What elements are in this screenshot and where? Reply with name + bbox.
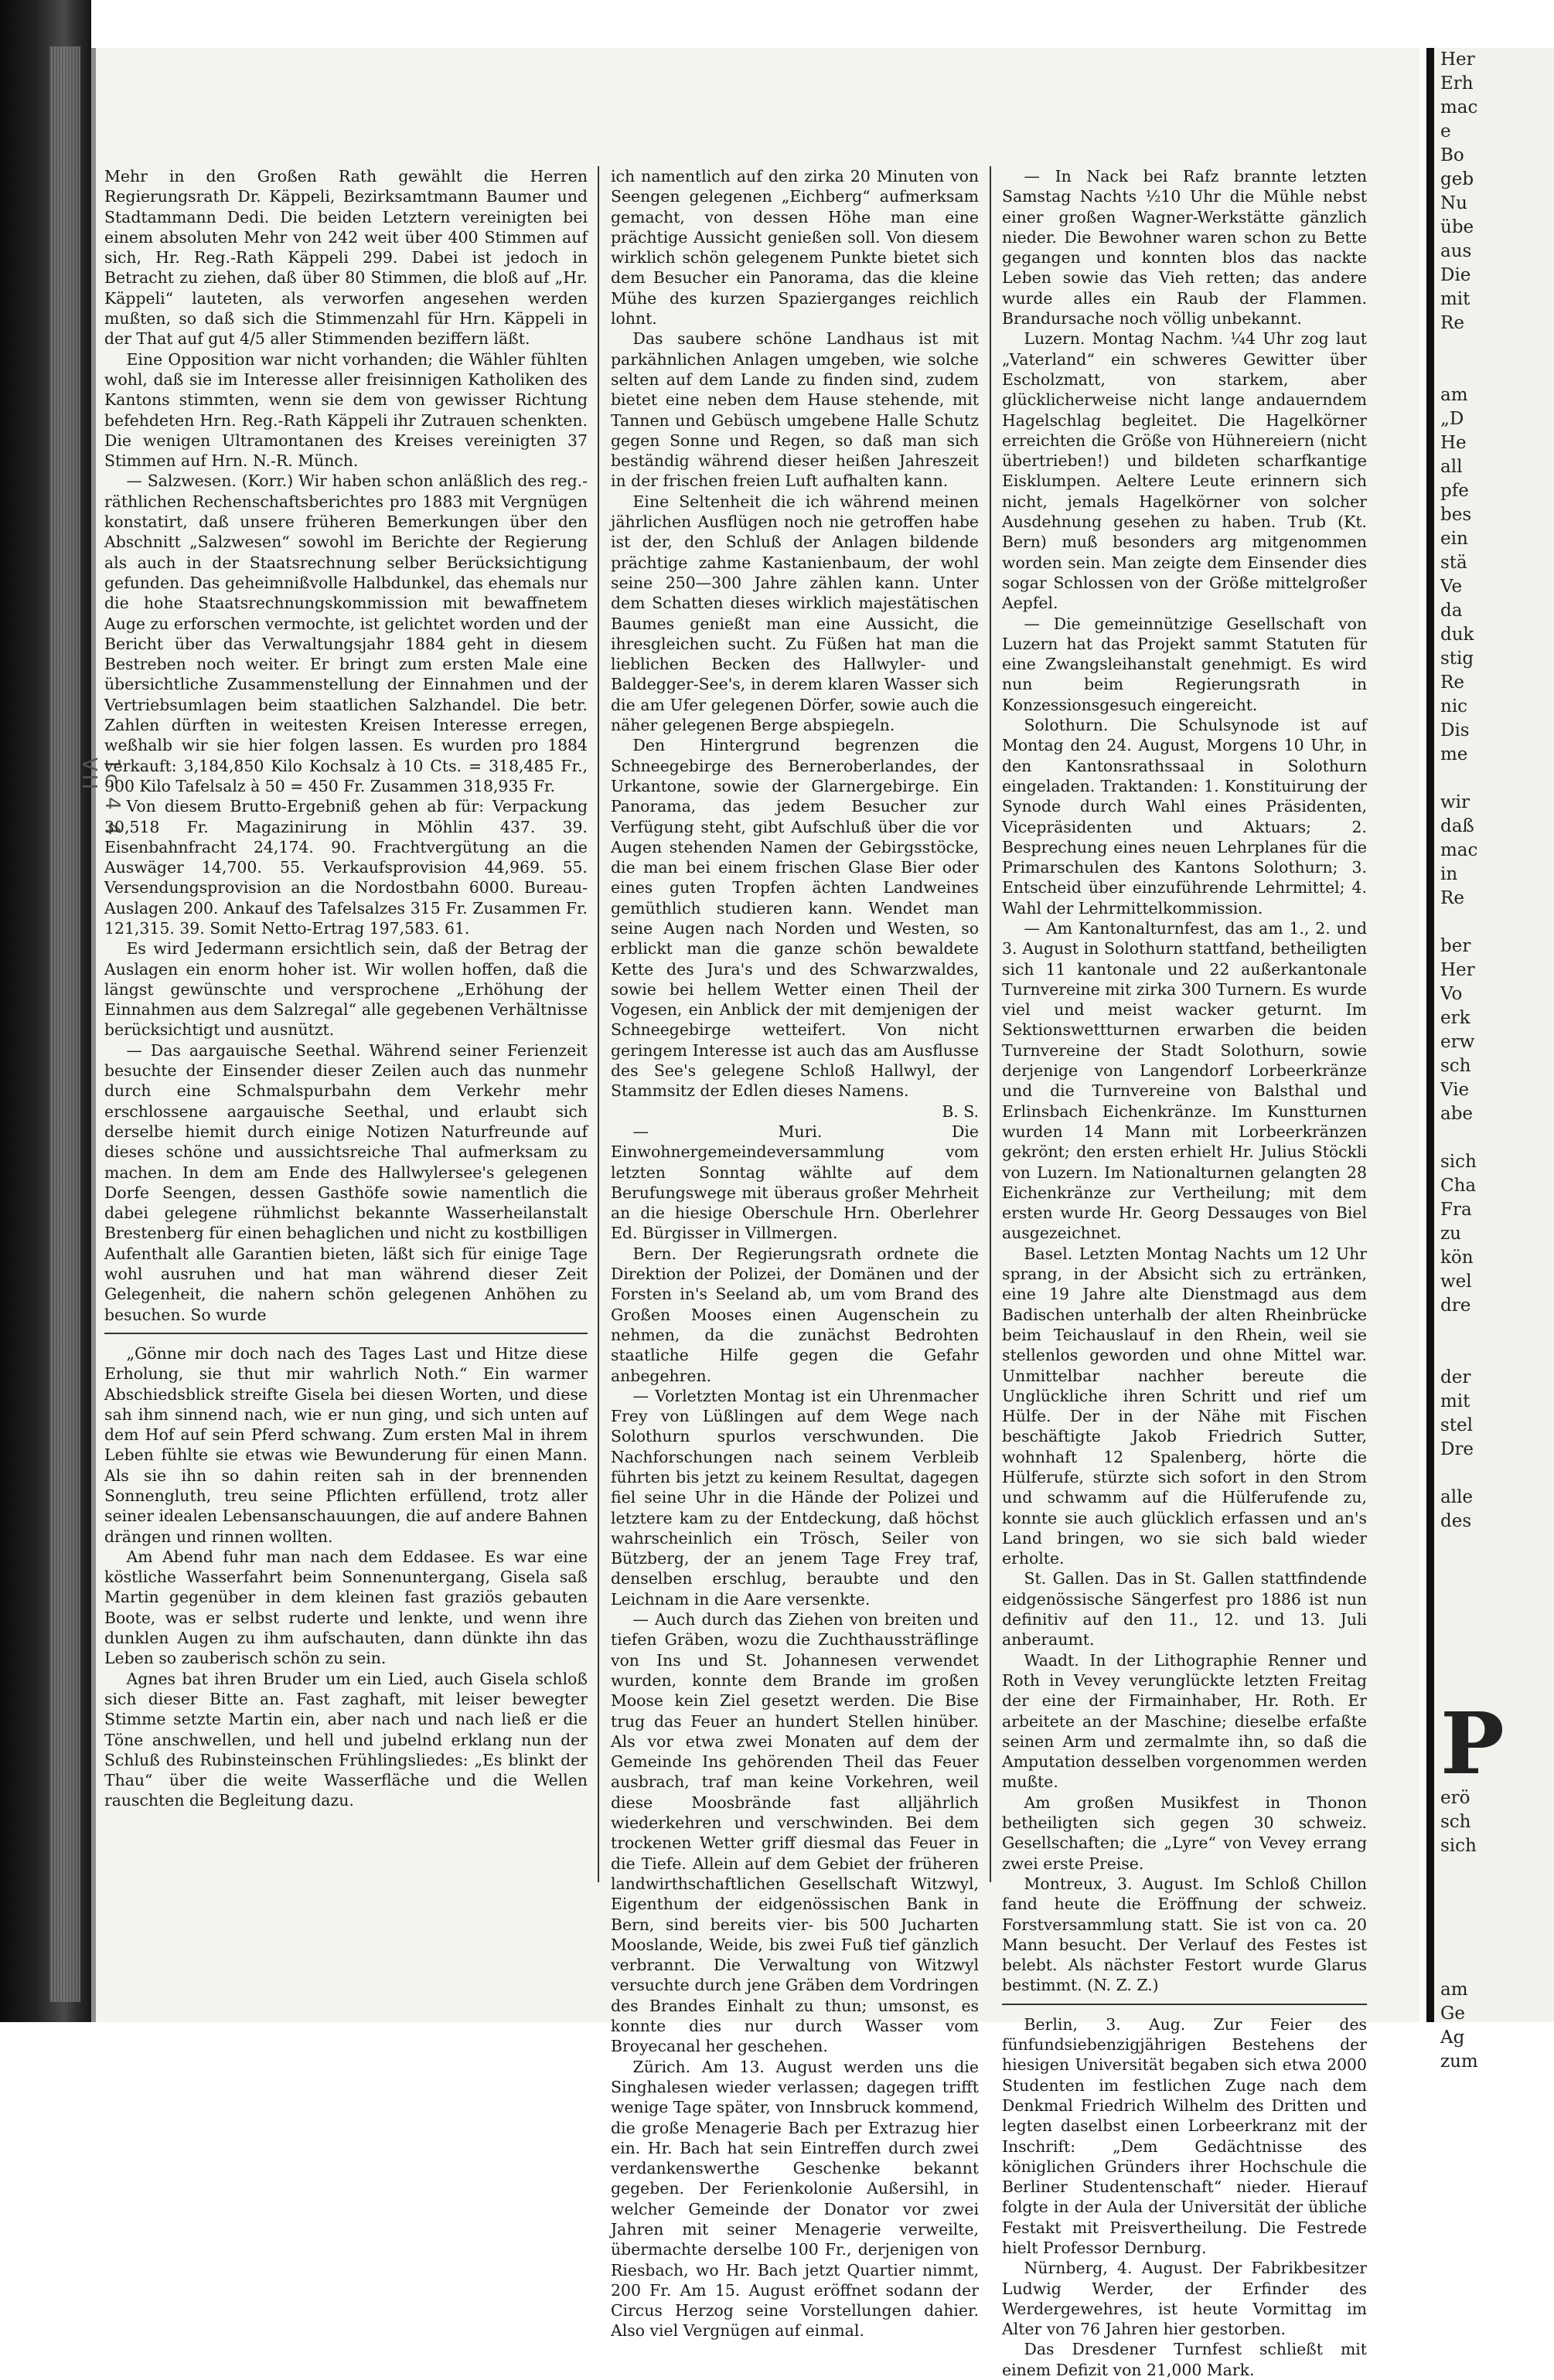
article-signature: B. S. <box>942 1101 979 1121</box>
foreign-news-divider <box>1002 2004 1367 2005</box>
article-muri: — Muri. Die Einwohnergemeindeversammlung vom letzten Sonntag wählte auf dem Berufungswege mit überaus großer Mehrheit an die hiesige Oberschule Hrn. Oberlehrer Ed. Bürgisser in Villmergen. <box>611 1122 979 1243</box>
adjacent-page-line: P <box>1440 1694 1505 1793</box>
adjacent-page-line <box>1434 1629 1554 1653</box>
article-paragraph: — Vorletzten Montag ist ein Uhrenmacher Frey von Lüßlingen auf dem Wege nach Solothurn spurlos verschwunden. Die Nachforschungen nach seinem Verbleib führten bis jetzt zu keinem Resultat, dagegen fiel seine Uhr in die Hände der Polizei und letztere kam zu der Entdeckung, daß höchst wahrscheinlich ein Trösch, Seiler von Bützberg, der an jenem Tage Frey traf, denselben erschlug, beraubte und den Leichnam in die Aare versenkte. <box>611 1386 979 1609</box>
adjacent-page-line: dre <box>1440 1296 1471 1316</box>
article-paragraph: — Am Kantonalturnfest, das am 1., 2. und 3. August in Solothurn stattfand, betheiligten sich 11 kantonale und 22 außerkantonale Turnvereine mit zirka 300 Turnern. Es wurde viel und meist wacker geturnt. Im Sektionswettturnen erwarben die beiden Turnvereine der Stadt Solothurn, sowie derjenige von Langendorf Lorbeerkränze und die Turnvereine von Balsthal und Erlinsbach Eichenkränze. Im Kunstturnen wurden 14 Mann mit Lorbeerkränzen gekrönt; den ersten erhielt Hr. Julius Stöckli von Luzern. Im Nationalturnen gelangten 28 Eichenkränze zur Vertheilung; mit dem ersten wurde Hr. Georg Dessauges von Biel ausgezeichnet. <box>1002 918 1367 1243</box>
adjacent-page-line: Erh <box>1440 73 1474 94</box>
article-basel: Basel. Letzten Montag Nachts um 12 Uhr sprang, in der Absicht sich zu ertränken, eine 19 Jahre alte Dienstmagd aus dem Badischen unterhalb der alten Rheinbrücke beim Teichauslauf in den Rhein, weil sie stellenlos geworden und ohne Mittel war. Unmittelbar nachher bereute die Unglückliche ihren Schritt und rief um Hülfe. Der in der Nähe mit Fischen beschäftigte Jakob Friedrich Sutter, wohnhaft 12 Spalenberg, hörte die Hülferufe, stürzte sich sofort in den Strom und schwamm auf die Hülferufende zu, konnte sie auch glücklich erfassen und an's Land bringen, wo sie sich bald wieder erholte. <box>1002 1244 1367 1568</box>
adjacent-page-line: in <box>1440 864 1458 884</box>
adjacent-page-line: am <box>1440 1980 1468 2000</box>
adjacent-page-line: Nu <box>1440 193 1467 213</box>
adjacent-page-line <box>1434 1534 1554 1558</box>
adjacent-page-line: Re <box>1440 313 1464 333</box>
adjacent-page-line <box>1434 1318 1554 1342</box>
adjacent-page-line: sich <box>1440 1836 1477 1856</box>
adjacent-page-line: Fra <box>1440 1200 1472 1220</box>
adjacent-page-line: übe <box>1440 217 1474 237</box>
adjacent-page-fragment <box>1426 48 1554 2072</box>
adjacent-page-line: der <box>1440 1367 1471 1387</box>
adjacent-page-line <box>1434 1462 1554 1486</box>
feuilleton-paragraph: „Gönne mir doch nach des Tages Last und Hitze diese Erholung, sie thut mir wahrlich Noth.“ Ein warmer Abschiedsblick streifte Gisela bei diesen Worten, und diese sah ihm sinnend nach, wie er nun ging, und sich unten auf dem Hof auf sein Pferd schwang. Zum ersten Mal in ihrem Leben fühlte sie etwas wie Bewunderung für einen Mann. Als sie ihn so dahin reiten sah in der brennenden Sonnengluth, treu seine Pflichten erfüllend, trotz aller seiner idealen Lebensanschauungen, die auf andere Bahnen drängen und rinnen wollten. <box>104 1343 588 1546</box>
article-waadt: Waadt. In der Lithographie Renner und Roth in Vevey verunglückte letzten Freitag der eine der Firmainhaber, Hr. Roth. Er arbeitete an der Maschine; dieselbe erfaßte seinen Arm und zermalmte ihn, so daß die Amputation desselben vorgenommen werden mußte. <box>1002 1650 1367 1792</box>
adjacent-page-line: mac <box>1440 97 1478 117</box>
adjacent-page-line <box>1434 1558 1554 1582</box>
article-paragraph: Am großen Musikfest in Thonon betheiligten sich gegen 30 schweiz. Gesellschaften; die „Lyre“ von Vevey errang zwei erste Preise. <box>1002 1793 1367 1873</box>
adjacent-page-line: all <box>1440 457 1463 477</box>
adjacent-page-line: stä <box>1440 553 1467 573</box>
adjacent-page-line: am <box>1440 385 1468 405</box>
adjacent-page-line: zu <box>1440 1224 1461 1244</box>
adjacent-page-line <box>1434 1858 1554 1882</box>
adjacent-page-line: des <box>1440 1511 1472 1531</box>
article-luzern: Luzern. Montag Nachm. ¼4 Uhr zog laut „Vaterland“ ein schweres Gewitter über Escholzmatt, von starkem, aber glücklicherweise nicht lange andauerndem Hagelschlag begleitet. Die Hagelkörner erreichten die Größe von Hühnereiern (nicht übertrieben!) und bildeten scharfkantige Eisklumpen. Aeltere Leute erinnern sich nicht, jemals Hagelkörner von solcher Ausdehnung gesehen zu haben. Trub (Kt. Bern) muß besonders arg mitgenommen worden sein. Man zeigte dem Einsender dies sogar Schlossen von der Größe mittelgroßer Aepfel. <box>1002 329 1367 613</box>
adjacent-page-line <box>1434 335 1554 359</box>
adjacent-page-line: Ag <box>1440 2028 1465 2048</box>
adjacent-page-line <box>1434 1582 1554 1605</box>
adjacent-page-line <box>1434 1882 1554 1906</box>
adjacent-page-line <box>1434 1906 1554 1930</box>
column-rule <box>598 166 599 1882</box>
page-edge <box>49 46 80 2002</box>
article-paragraph: — In Nack bei Rafz brannte letzten Samstag Nachts ½10 Uhr die Mühle nebst einer großen Wagner-Werkstätte gänzlich nieder. Die Bewohner waren schon zu Bette gegangen und konnten blos das nackte Leben sowie das Vieh retten; das andere wurde alles ein Raub der Flammen. Brandursache noch völlig unbekannt. <box>1002 167 1367 329</box>
adjacent-page-line: „D <box>1440 409 1464 429</box>
article-paragraph: Mehr in den Großen Rath gewählt die Herren Regierungsrath Dr. Käppeli, Bezirksamtmann Baumer und Stadtammann Dedi. Die beiden Letztern vereinigten bei einem absoluten Mehr von 242 weit über 400 Stimmen auf sich, Hr. Reg.-Rath Käppeli 299. Dabei ist jedoch in Betracht zu ziehen, daß über 80 Stimmen, die bloß auf „Hr. Käppeli“ lauteten, als verworfen angesehen werden mußten, so daß sich die Stimmenzahl für Hrn. Käppeli in der That auf gut 4/5 aller Stimmenden beziffern läßt. <box>104 167 588 349</box>
article-paragraph: Von diesem Brutto-Ergebniß gehen ab für: Verpackung 30,518 Fr. Magazinirung in Möhlin 437. 39. Eisenbahnfracht 24,174. 90. Frachtvergütung an die Auswäger 14,700. 55. Verkaufsprovision 44,969. 55. Versendungsprovision an die Nordostbahn 6000. Bureau-Auslagen 200. Ankauf des Tafelsalzes 315 Fr. Zusammen Fr. 121,315. 39. Somit Netto-Ertrag 197,583. 61. <box>104 797 588 938</box>
adjacent-page-line: Re <box>1440 672 1464 693</box>
adjacent-page-line <box>1434 1126 1554 1150</box>
adjacent-page-line: da <box>1440 601 1463 621</box>
adjacent-page-line: duk <box>1440 625 1474 645</box>
article-nuernberg: Nürnberg, 4. August. Der Fabrikbesitzer Ludwig Werder, der Erfinder des Werdergewehres, ist heute Vormittag im Alter von 76 Jahren hier gestorben. <box>1002 2259 1367 2339</box>
adjacent-page-line: mit <box>1440 289 1471 309</box>
adjacent-page-line: Ve <box>1440 577 1463 597</box>
article-paragraph: — Die gemeinnützige Gesellschaft von Luzern hat das Projekt sammt Statuten für eine Zwangsleihanstalt genehmigt. Es wird nun beim Regierungsrath in Konzessionsgesuch eingereicht. <box>1002 614 1367 714</box>
adjacent-page-line: bes <box>1440 505 1472 525</box>
adjacent-page-line: wir <box>1440 792 1471 812</box>
article-st-gallen: St. Gallen. Das in St. Gallen stattfindende eidgenössische Sängerfest pro 1886 ist nun definitiv auf den 11., 12. und 13. Juli anberaumt. <box>1002 1569 1367 1650</box>
adjacent-page-line: Cha <box>1440 1176 1477 1196</box>
article-paragraph: Das Dresdener Turnfest schließt mit einem Defizit von 21,000 Mark. <box>1002 2340 1367 2379</box>
adjacent-page-line: mac <box>1440 840 1478 860</box>
article-paragraph: Das saubere schöne Landhaus ist mit parkähnlichen Anlagen umgeben, wie solche selten auf dem Lande zu finden sind, zudem bietet eine neben dem Hause stehende, mit Tannen und Gebüsch umgebene Halle Schutz gegen Sonne und Regen, so daß man sich beständig während dieser heißen Jahreszeit in der frischen freien Luft aufhalten kann. <box>611 329 979 491</box>
article-bern: Bern. Der Regierungsrath ordnete die Direktion der Polizei, der Domänen und der Forsten in's Seeland ab, um vom Brand des Großen Mooses einen Augenschein zu nehmen, da die zunächst Bedrohten staatliche Hilfe gegen die Gefahr anbegehren. <box>611 1244 979 1385</box>
adjacent-page-line: Re <box>1440 888 1464 908</box>
adjacent-page-line <box>1434 767 1554 791</box>
column-1 <box>104 166 588 1811</box>
adjacent-page-line: He <box>1440 433 1467 453</box>
adjacent-page-line: aus <box>1440 241 1472 261</box>
adjacent-page-line: pfe <box>1440 481 1469 501</box>
article-paragraph: Eine Seltenheit die ich während meinen jährlichen Ausflügen noch nie getroffen habe ist der, den Schluß der Anlagen bildende prächtige zahme Kastanienbaum, der wohl seine 250—300 Jahre zählen kann. Unter dem Schatten dieses wirklich majestätischen Baumes genießt man eine Aussicht, die ihresgleichen sucht. Zu Füßen hat man die lieblichen Becken des Hallwyler- und Baldegger-See's, in derem klaren Wasser sich die am Ufer gelegenen Dörfer, sowie auch die näher gelegenen Berge abspiegeln. <box>611 492 979 735</box>
adjacent-page-line: Vie <box>1440 1080 1470 1100</box>
adjacent-page-line: mit <box>1440 1391 1471 1411</box>
adjacent-page-line: Vo <box>1440 984 1463 1004</box>
adjacent-page-line: Die <box>1440 265 1471 285</box>
article-zuerich: Zürich. Am 13. August werden uns die Singhalesen wieder verlassen; dagegen trifft wenige Tage später, von Innsbruck kommend, die große Menagerie Bach per Extrazug hier ein. Hr. Bach hat sein Eintreffen durch zwei verdankenswerthe Geschenke bekannt gegeben. Der Ferienkolonie Außersihl, in welcher Gemeinde der Donator vor zwei Jahren mit seiner Menagerie verweilte, übermachte derselbe 100 Fr., derjenigen von Riesbach, wo Hr. Bach jetzt Quartier nimmt, 200 Fr. Am 15. August eröffnet sodann der Circus Herzog seine Vorstellungen dahier. Also viel Vergnügen auf einmal. <box>611 2057 979 2341</box>
adjacent-page-line: abe <box>1440 1104 1474 1124</box>
adjacent-page-line <box>1434 359 1554 383</box>
adjacent-page-line: Her <box>1440 960 1475 980</box>
adjacent-page-line: Ge <box>1440 2004 1465 2024</box>
column-rule <box>990 166 991 1882</box>
adjacent-page-line <box>1434 911 1554 935</box>
feuilleton-paragraph: Agnes bat ihren Bruder um ein Lied, auch Gisela schloß sich dieser Bitte an. Fast zaghaft, mit leiser bewegter Stimme setzte Martin ein, aber nach und nach ließ er die Töne anschwellen, und hell und jubelnd erklang nun der Schluß des Rubinsteinschen Frühlingsliedes: „Es blinkt der Thau“ über die weite Wasserfläche und die Wellen rauschten die Begleitung dazu. <box>104 1669 588 1810</box>
spine-mark: 1c 4 4 VII <box>77 758 124 839</box>
adjacent-page-line <box>1434 1605 1554 1629</box>
adjacent-page-line: erk <box>1440 1008 1471 1028</box>
adjacent-page-line: Her <box>1440 49 1475 70</box>
feuilleton-paragraph: Am Abend fuhr man nach dem Eddasee. Es war eine köstliche Wasserfahrt beim Sonnenuntergang, Gisela saß Martin gegenüber in dem kleinen fast graziös gebauten Boote, was er selbst ruderte und lenkte, und wenn ihre dunklen Augen zu ihm aufschauten, dann dünkte ihn das Leben so zauberisch schön zu sein. <box>104 1547 588 1668</box>
adjacent-page-line: Bo <box>1440 145 1464 165</box>
column-3 <box>1002 166 1367 2380</box>
article-paragraph: — Auch durch das Ziehen von breiten und tiefen Gräben, wozu die Zuchthaussträflinge von Ins und St. Johannesen verwendet wurden, konnte dem Brande im großen Moose kein Ziel gesetzt werden. Die Bise trug das Feuer an hundert Stellen hinüber. Als vor etwa zwei Monaten auf dem der Gemeinde Ins gehörenden Theil das Feuer ausbrach, traf man keine Vorkehren, weil diese Moosbrände fast alljährlich wiederkehren und verschwinden. Bei dem trockenen Wetter griff diesmal das Feuer in die Tiefe. Allein auf dem Gebiet der früheren landwirthschaftlichen Gesellschaft Witzwyl, Eigenthum der eidgenössischen Bank in Bern, sind bereits vier- bis 500 Jucharten Mooslande, Weide, bis zwei Fuß tief gänzlich verbrannt. Die Verwaltung von Witzwyl versuchte durch jene Gräben dem Vordringen des Brandes Einhalt zu thun; umsonst, es konnte dies nur durch Wasser vom Broyecanal her geschehen. <box>611 1610 979 2056</box>
adjacent-page-line: alle <box>1440 1487 1474 1507</box>
article-paragraph: Es wird Jedermann ersichtlich sein, daß der Betrag der Auslagen ein enorm hoher ist. Wir wollen hoffen, daß die längst gewünschte und versprochene „Erhöhung der Einnahmen aus dem Salzregal“ alle gegebenen Verhältnisse berücksichtigt und ausnützt. <box>104 939 588 1040</box>
article-paragraph: ich namentlich auf den zirka 20 Minuten von Seengen gelegenen „Eichberg“ aufmerksam gemacht, von dessen Höhe man eine prächtige Aussicht genießen soll. Von diesem wirklich schön gelegenem Punkte bietet sich dem Besucher ein Panorama, das die kleine Mühe des kurzen Spazierganges reichlich lohnt. <box>611 167 979 329</box>
adjacent-page-line: sch <box>1440 1812 1471 1832</box>
adjacent-page-line: kön <box>1440 1248 1474 1268</box>
adjacent-page-line: nic <box>1440 696 1468 717</box>
article-montreux: Montreux, 3. August. Im Schloß Chillon fand heute die Eröffnung der schweiz. Forstversammlung statt. Sie ist von ca. 20 Mann besucht. Der Verlauf des Festes ist belebt. Als nächster Festort wurde Glarus bestimmt. (N. Z. Z.) <box>1002 1874 1367 1995</box>
article-berlin: Berlin, 3. Aug. Zur Feier des fünfundsiebenzigjährigen Bestehens der hiesigen Universität begaben sich etwa 2000 Studenten im festlichen Zuge nach dem Denkmal Friedrich Wilhelm des Dritten und legten daselbst einen Lorbeerkranz mit der Inschrift: „Dem Gedächtnisse des königlichen Gründers ihrer Hochschule die Berliner Studentenschaft“ nieder. Hierauf folgte in der Aula der Universität der übliche Festakt mit Preisvertheilung. Die Festrede hielt Professor Dernburg. <box>1002 2014 1367 2257</box>
adjacent-page-line: erö <box>1440 1788 1471 1808</box>
adjacent-page-line: me <box>1440 744 1468 764</box>
adjacent-page-line: zum <box>1440 2051 1478 2072</box>
article-seethal: — Das aargauische Seethal. Während seiner Ferienzeit besuchte der Einsender dieser Zeilen auch das nunmehr durch eine Schmalspurbahn dem Verkehr mehr erschlossene aargauische Seethal, und erlaubt sich derselbe hiemit durch einige Notizen Naturfreunde auf dieses schöne und aussichtsreiche Thal aufmerksam zu machen. In dem am Ende des Hallwylersee's gelegenen Dorfe Seengen, dessen Gasthöfe sowie namentlich die dabei gelegene rühmlichst bekannte Wasserheilanstalt Brestenberg für einen behaglichen und nicht zu kostbilligen Aufenthalt alle Garantien bieten, läßt sich für einige Tage wohl ausruhen und hat man während dieser Zeit Gelegenheit, die nahern schön gelegenen Anhöhen zu besuchen. So wurde <box>104 1040 588 1324</box>
adjacent-page-line: sich <box>1440 1152 1477 1172</box>
adjacent-page-line: stel <box>1440 1415 1474 1435</box>
adjacent-page-line: sch <box>1440 1056 1471 1076</box>
adjacent-page-line: geb <box>1440 169 1474 189</box>
feuilleton-divider <box>104 1333 588 1334</box>
column-2 <box>611 166 979 2341</box>
article-paragraph: Den Hintergrund begrenzen die Schneegebirge des Berneroberlandes, der Urkantone, sowie der Glarnergebirge. Ein Panorama, das jedem Besucher zur Verfügung steht, gibt Aufschluß über die vor Augen stehenden Namen der Gebirgsstöcke, die man bei einem frischen Glase Bier oder eines guten Tropfen ächten Landweines gemüthlich studieren kann. Wendet man seine Augen nach Norden und Westen, so erblickt man die ganze schön bewaldete Kette des Jura's und des Schwarzwaldes, sowie bei hellem Wetter einen Theil der Vogesen, ein Anblick der mit demjenigen der Schneegebirge wetteifert. Von nicht geringem Interesse ist auch das am Ausflusse des See's gelegene Schloß Hallwyl, der Stammsitz der Edlen dieses Namens. <box>611 736 979 1101</box>
adjacent-page-line <box>1434 1342 1554 1366</box>
adjacent-page-line: ein <box>1440 529 1468 549</box>
adjacent-page-line <box>1434 1653 1554 1677</box>
adjacent-page-line: ber <box>1440 936 1471 956</box>
article-solothurn: Solothurn. Die Schulsynode ist auf Montag den 24. August, Morgens 10 Uhr, in den Kantonsrathssaal in Solothurn eingeladen. Traktanden: 1. Konstituirung der Synode durch Wahl eines Präsidenten, Vicepräsidenten und Aktuars; 2. Besprechung eines neuen Lehrplanes für die Primarschulen des Kantons Solothurn; 3. Entscheid über einzuführende Lehrmittel; 4. Wahl der Lehrmittelkommission. <box>1002 716 1367 918</box>
adjacent-page-line <box>1434 1954 1554 1978</box>
article-paragraph: Eine Opposition war nicht vorhanden; die Wähler fühlten wohl, daß sie im Interesse aller freisinnigen Katholiken des Kantons stimmten, wenn sie dem von gewisser Richtung befehdeten Hrn. Reg.-Rath Käppeli ihr Zutrauen schenkten. Die wenigen Ultramontanen des Kreises vereinigten 37 Stimmen auf Hrn. N.-R. Münch. <box>104 349 588 471</box>
adjacent-page-line: e <box>1440 121 1451 141</box>
adjacent-page-line: daß <box>1440 816 1474 836</box>
adjacent-page-line <box>1434 1930 1554 1954</box>
adjacent-page-line: Dre <box>1440 1439 1474 1459</box>
adjacent-page-line: erw <box>1440 1032 1475 1052</box>
adjacent-page-line: wel <box>1440 1272 1472 1292</box>
adjacent-page-line: Dis <box>1440 720 1470 741</box>
adjacent-page-line: stig <box>1440 649 1474 669</box>
article-salzwesen: — Salzwesen. (Korr.) Wir haben schon anläßlich des reg.-räthlichen Rechenschaftsberichtes pro 1883 mit Vergnügen konstatirt, daß unsere früheren Bemerkungen über den Abschnitt „Salzwesen“ sowohl im Berichte der Regierung als auch in der Staatsrechnung selber Berücksichtigung gefunden. Das geheimnißvolle Halbdunkel, das ehemals nur die hohe Staatsrechnungskommission mit bewaffnetem Auge zu erforschen vermochte, ist gelichtet worden und der Bericht über das Verwaltungsjahr 1884 geht in diesem Bestreben noch weiter. Er bringt zum ersten Male eine übersichtliche Zusammenstellung der Einnahmen und der Vertriebsumlagen beim staatlichen Salzhandel. Die betr. Zahlen dürften in weitesten Kreisen Interesse erregen, weßhalb wir sie hier folgen lassen. Es wurden pro 1884 verkauft: 3,184,850 Kilo Kochsalz à 10 Cts. = 318,485 Fr., 900 Kilo Tafelsalz à 50 = 450 Fr. Zusammen 318,935 Fr. <box>104 472 588 795</box>
